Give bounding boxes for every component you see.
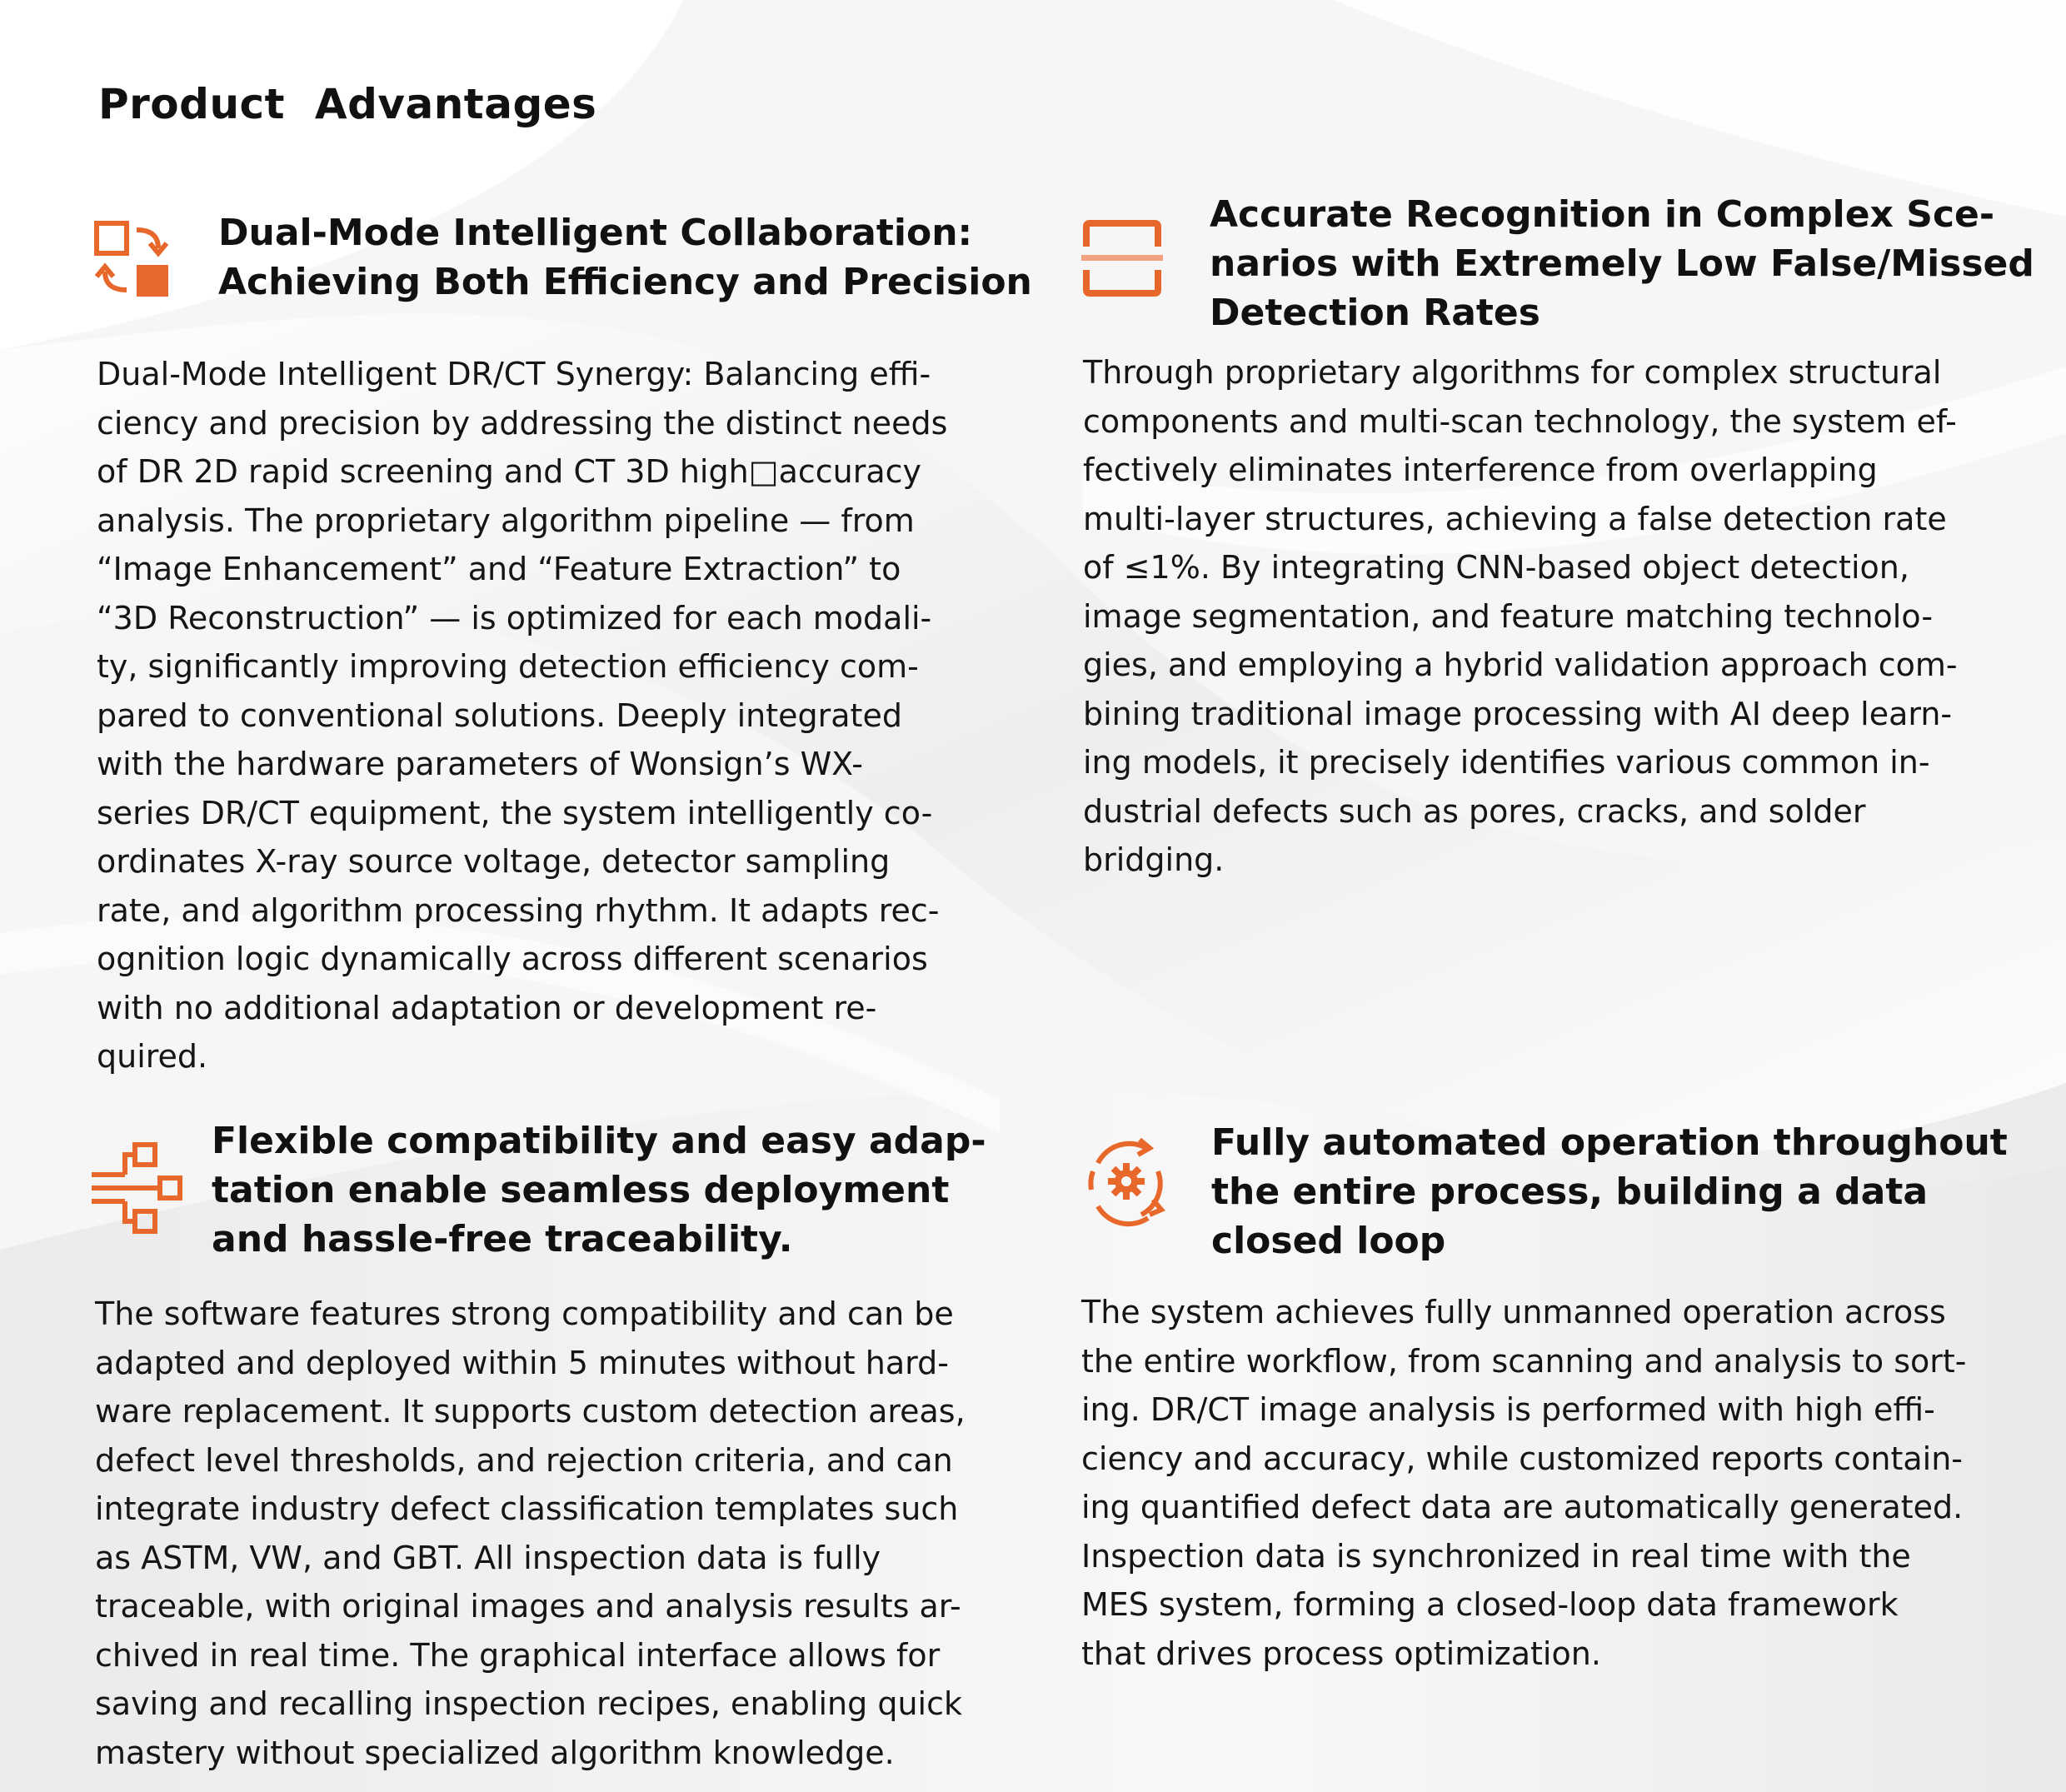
feature-body-recognition: Through proprietary algorithms for complex structural components and multi-scan technology, the system ef- fectively eliminates interference from overlapping multi-layer structures, achieving a false detection rate of ≤1%. By integrating CNN-based object detection, image segmentation, and feature matching technolo- gies, and employing a hybrid validation approach com- bining traditional image processing with AI deep learn- ing models, it precisely identifies various common in- dustrial defects such as pores, cracks, and solder bridging. [1083, 354, 1958, 878]
feature-heading-automation: Fully automated operation throughout the entire process, building a data closed loop [1211, 1121, 2008, 1262]
automation-gear-icon [1080, 1135, 1171, 1228]
network-icon [92, 1141, 183, 1236]
switch-mode-icon [93, 218, 170, 302]
feature-body-automation: The system achieves fully unmanned operation across the entire workflow, from scanning and analysis to sort- ing. DR/CT image analysis is performed with high effi- ciency and accuracy, while customized reports contain- ing quantified defect data are automatically generated. Inspection data is synchronized in real time with the MES system, forming a closed-loop data framework that drives process optimization. [1081, 1294, 1967, 1672]
scan-icon [1081, 218, 1163, 298]
feature-body-dual-mode: Dual-Mode Intelligent DR/CT Synergy: Balancing effi- ciency and precision by addressing the distinct needs of DR 2D rapid screening and CT 3D high□accuracy analysis. The proprietary algorithm pipeline — from “Image Enhancement” and “Feature Extraction” to “3D Reconstruction” — is optimized for each modali- ty, significantly improving detection efficiency com- pared to conventional solutions. Deeply integrated with the hardware parameters of Wonsign’s WX- series DR/CT equipment, the system intelligently co- ordinates X-ray source voltage, detector sampling rate, and algorithm processing rhythm. It adapts rec- ognition logic dynamically across different scenarios with no additional adaptation or development re- quired. [97, 356, 948, 1075]
feature-heading-recognition: Accurate Recognition in Complex Sce- narios with Extremely Low False/Missed Detection Rates [1210, 193, 2034, 334]
feature-heading-compatibility: Flexible compatibility and easy adap- tation enable seamless deployment and hassle-free traceability. [212, 1120, 986, 1260]
feature-heading-dual-mode: Dual-Mode Intelligent Collaboration: Achieving Both Efficiency and Precision [218, 212, 1032, 303]
page-title: Product Advantages [98, 80, 597, 128]
feature-body-compatibility: The software features strong compatibility and can be adapted and deployed within 5 minutes without hard- ware replacement. It supports custom detection areas, defect level thresholds, and rejection criteria, and can integrate industry defect classification templates such as ASTM, VW, and GBT. All inspection data is fully traceable, with original images and analysis results ar- chived in real time. The graphical interface allows for saving and recalling inspection recipes, enabling quick mastery without specialized algorithm knowledge. [95, 1295, 966, 1771]
